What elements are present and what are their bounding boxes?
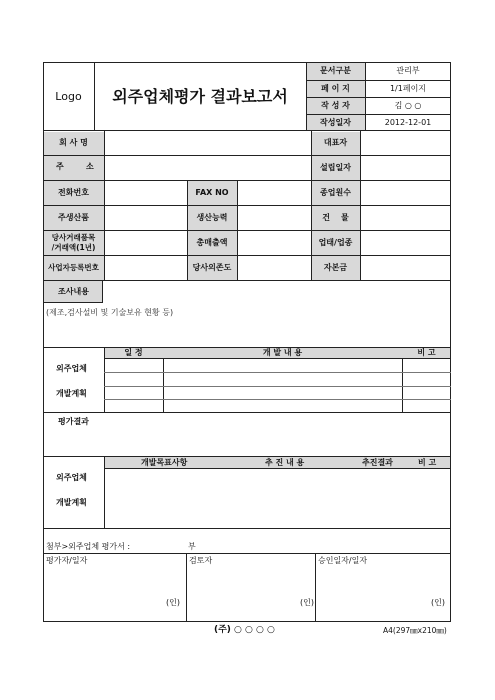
footer-company: (주) ○ ○ ○ ○ bbox=[214, 625, 275, 635]
survey-label: 조사내용 bbox=[58, 287, 89, 296]
reviewer-seal: (인) bbox=[300, 598, 314, 607]
building-label: 건 물 bbox=[322, 212, 349, 222]
plan2-content-area[interactable] bbox=[105, 470, 450, 527]
result-content-area[interactable] bbox=[44, 428, 450, 455]
plan2-col-target: 개발목표사항 bbox=[141, 458, 188, 467]
plan1-col-remark: 비 고 bbox=[417, 347, 436, 357]
grid-line bbox=[43, 412, 451, 413]
grid-line bbox=[43, 553, 451, 554]
reviewer-label: 검토자 bbox=[189, 556, 213, 565]
deal-items-label: 당사거래품목 /거래액(1년) bbox=[51, 233, 96, 252]
building-value[interactable] bbox=[360, 205, 451, 230]
deal-items-value[interactable] bbox=[104, 230, 187, 255]
established-value[interactable] bbox=[360, 155, 451, 180]
meta-doc-type-label: 문서구분 bbox=[320, 66, 351, 75]
grid-line bbox=[104, 358, 451, 359]
established-label: 설립일자 bbox=[320, 162, 351, 172]
dependency-label: 당사의존도 bbox=[192, 262, 232, 272]
survey-content-area[interactable] bbox=[44, 320, 450, 347]
business-reg-label: 사업자등록번호 bbox=[48, 262, 99, 272]
company-name-value[interactable] bbox=[104, 131, 311, 155]
products-value[interactable] bbox=[104, 205, 187, 230]
total-sales-label: 총매출액 bbox=[196, 237, 228, 247]
fax-label: FAX NO bbox=[195, 187, 229, 197]
plan2-col-result: 추진결과 bbox=[362, 458, 393, 467]
business-reg-value[interactable] bbox=[104, 255, 187, 280]
meta-date-value: 2012-12-01 bbox=[384, 117, 432, 127]
capacity-value[interactable] bbox=[237, 205, 311, 230]
plan1-side-label-1: 외주업체 bbox=[56, 364, 87, 373]
capacity-label: 생산능력 bbox=[196, 212, 228, 222]
approver-signature-area[interactable] bbox=[316, 566, 450, 621]
meta-page-label: 페 이 지 bbox=[321, 83, 350, 93]
employees-value[interactable] bbox=[360, 180, 451, 205]
meta-page-value: 1/1페이지 bbox=[389, 83, 427, 93]
fax-value[interactable] bbox=[237, 180, 311, 205]
plan2-col-progress: 추 진 내 용 bbox=[265, 458, 305, 467]
approver-label: 승인일자/일자 bbox=[318, 556, 368, 565]
meta-author-label: 작 성 자 bbox=[321, 100, 350, 110]
employees-label: 종업원수 bbox=[320, 187, 351, 197]
evaluator-label: 평가자/일자 bbox=[46, 556, 88, 565]
representative-value[interactable] bbox=[360, 131, 451, 155]
evaluator-signature-area[interactable] bbox=[44, 566, 185, 621]
business-type-value[interactable] bbox=[360, 230, 451, 255]
evaluator-seal: (인) bbox=[166, 598, 180, 607]
grid-line bbox=[104, 399, 451, 400]
products-label: 주생산품 bbox=[58, 212, 89, 222]
reviewer-signature-area[interactable] bbox=[187, 566, 314, 621]
grid-line bbox=[43, 528, 451, 529]
representative-label: 대표자 bbox=[323, 138, 348, 147]
grid-line bbox=[104, 468, 451, 469]
plan2-side-label-1: 외주업체 bbox=[56, 473, 87, 482]
address-label-1: 주 bbox=[56, 162, 64, 171]
address-value[interactable] bbox=[104, 155, 311, 180]
plan2-col-remark: 비 고 bbox=[418, 458, 437, 467]
meta-doc-type-value: 관리부 bbox=[396, 66, 420, 75]
meta-author-value: 김 ○ ○ bbox=[394, 100, 422, 110]
meta-date-label: 작성일자 bbox=[320, 117, 351, 127]
attachment-label: 첨부>외주업체 평가서 : bbox=[46, 542, 131, 551]
document-title: 외주업체평가 결과보고서 bbox=[112, 86, 288, 106]
plan2-side-label-2: 개발계획 bbox=[56, 498, 87, 507]
plan1-col-schedule: 일 정 bbox=[124, 347, 143, 357]
dependency-value[interactable] bbox=[237, 255, 311, 280]
attachment-value: 부 bbox=[188, 542, 196, 551]
grid-line bbox=[43, 280, 451, 281]
capital-label: 자본금 bbox=[323, 262, 348, 272]
approver-seal: (인) bbox=[431, 598, 445, 607]
footer-paper-size: A4(297㎜x210㎜) bbox=[383, 626, 447, 635]
grid-line bbox=[104, 386, 451, 387]
grid-line bbox=[104, 372, 451, 373]
address-label-2: 소 bbox=[86, 162, 94, 171]
capital-value[interactable] bbox=[360, 255, 451, 280]
survey-note: (제조,검사설비 및 기술보유 현황 등) bbox=[46, 308, 174, 317]
total-sales-value[interactable] bbox=[237, 230, 311, 255]
logo: Logo bbox=[55, 89, 82, 103]
phone-value[interactable] bbox=[104, 180, 187, 205]
company-name-label: 회 사 명 bbox=[59, 138, 88, 147]
plan1-side-label-2: 개발계획 bbox=[56, 389, 87, 398]
result-label: 평가결과 bbox=[58, 417, 89, 426]
phone-label: 전화번호 bbox=[58, 187, 89, 197]
plan1-col-content: 개 발 내 용 bbox=[262, 347, 303, 357]
business-type-label: 업태/업종 bbox=[318, 237, 353, 247]
